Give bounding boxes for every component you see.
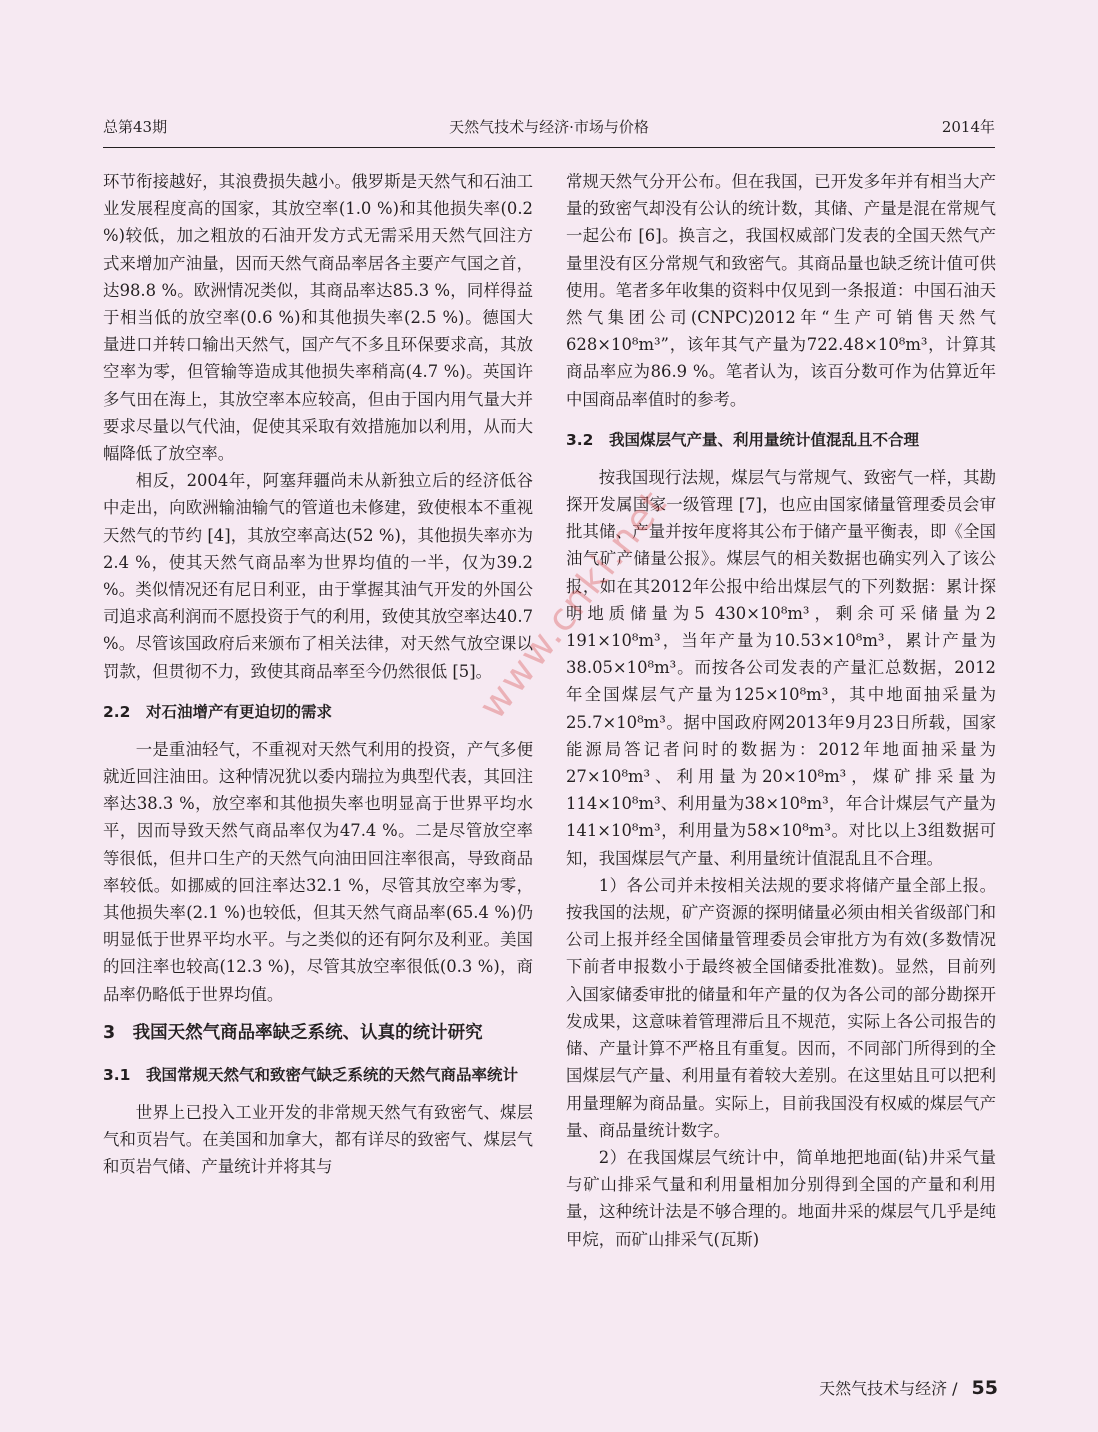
paragraph: 相反，2004年，阿塞拜疆尚未从新独立后的经济低谷中走出，向欧洲输油输气的管道也未修建，致使根本不重视天然气的节约 [4]，其放空率高达(52 %)，其他损失率亦为2.4 %，使其天然气商品率为世界均值的一半，仅为39.2 %。类似情况还有尼日利亚，由于掌握其油气开发的外国公司追求高利润而不愿投资于气的利用，致使其放空率达40.7 %。尽管该国政府后来颁布了相关法律，对天然气放空课以罚款，但贯彻不力，致使其商品率至今仍然很低 [5]。 xyxy=(103,471,533,681)
paragraph: 按我国现行法规，煤层气与常规气、致密气一样，其勘探开发属国家一级管理 [7]，也应由国家储量管理委员会审批其储、产量并按年度将其公布于储产量平衡表，即《全国油气矿产储量公报》。煤层气的相关数据也确实列入了该公报，如在其2012年公报中给出煤层气的下列数据：累计探明地质储量为5 430×10⁸m³，剩余可采储量为2 191×10⁸m³，当年产量为10.53×10⁸m³，累计产量为38.05×10⁸m³。而按各公司发表的产量汇总数据，2012年全国煤层气产量为125×10⁸m³，其中地面抽采量为25.7×10⁸m³。据中国政府网2013年9月23日所载，国家能源局答记者问时的数据为：2012年地面抽采量为27×10⁸m³、利用量为20×10⁸m³，煤矿排采量为114×10⁸m³、利用量为38×10⁸m³，年合计煤层气产量为141×10⁸m³，利用量为58×10⁸m³。对比以上3组数据可知，我国煤层气产量、利用量统计值混乱且不合理。 xyxy=(566,467,996,868)
left-column xyxy=(103,168,533,1181)
footer-journal-name: 天然气技术与经济 / xyxy=(819,1379,958,1398)
issue-number: 总第43期 xyxy=(103,118,168,136)
header-divider xyxy=(103,147,995,148)
section-heading-2-2: 2.2 对石油增产有更迫切的需求 xyxy=(103,702,332,721)
journal-section: 天然气技术与经济·市场与价格 xyxy=(449,118,649,136)
paragraph: 2）在我国煤层气统计中，简单地把地面(钻)井采气量与矿山排采气量和利用量相加分别得到全国的产量和利用量，这种统计法是不够合理的。地面井采的煤层气几乎是纯甲烷，而矿山排采气(瓦斯) xyxy=(566,1147,996,1249)
watermark: www.cnki.net xyxy=(470,481,676,728)
publication-year: 2014年 xyxy=(941,118,995,136)
page-footer xyxy=(819,1376,998,1399)
right-column xyxy=(566,168,996,1253)
page-header xyxy=(103,116,995,140)
section-heading-3: 3 我国天然气商品率缺乏系统、认真的统计研究 xyxy=(103,1022,483,1043)
section-heading-3-2: 3.2 我国煤层气产量、利用量统计值混乱且不合理 xyxy=(566,430,919,449)
section-heading-3-1: 3.1 我国常规天然气和致密气缺乏系统的天然气商品率统计 xyxy=(103,1065,518,1084)
paragraph: 1）各公司并未按相关法规的要求将储产量全部上报。按我国的法规，矿产资源的探明储量必须由相关省级部门和公司上报并经全国储量管理委员会审批方为有效(多数情况下前者申报数小于最终被全国储委批准数)。显然，目前列入国家储委审批的储量和年产量的仅为各公司的部分勘探开发成果，这意味着管理滞后且不规范，实际上各公司报告的储、产量计算不严格且有重复。因而，不同部门所得到的全国煤层气产量、利用量有着较大差别。在这里姑且可以把利用量理解为商品量。实际上，目前我国没有权威的煤层气产量、商品量统计数字。 xyxy=(566,875,996,1140)
paragraph: 环节衔接越好，其浪费损失越小。俄罗斯是天然气和石油工业发展程度高的国家，其放空率(1.0 %)和其他损失率(0.2 %)较低，加之粗放的石油开发方式无需采用天然气回注方式来增加产油量，因而天然气商品率居各主要产气国之首，达98.8 %。欧洲情况类似，其商品率达85.3 %，同样得益于相当低的放空率(0.6 %)和其他损失率(2.5 %)。德国大量进口并转口输出天然气，国产气不多且环保要求高，其放空率为零，但管输等造成其他损失率稍高(4.7 %)。英国许多气田在海上，其放空率本应较高，但由于国内用气量大并要求尽量以气代油，促使其采取有效措施加以利用，从而大幅降低了放空率。 xyxy=(103,172,533,464)
paragraph: 常规天然气分开公布。但在我国，已开发多年并有相当大产量的致密气却没有公认的统计数，其储、产量是混在常规气一起公布 [6]。换言之，我国权威部门发表的全国天然气产量里没有区分常规气和致密气。其商品量也缺乏统计值可供使用。笔者多年收集的资料中仅见到一条报道：中国石油天然气集团公司(CNPC)2012年“生产可销售天然气628×10⁸m³”，该年其气产量为722.48×10⁸m³，计算其商品率应为86.9 %。笔者认为，该百分数可作为估算近年中国商品率值时的参考。 xyxy=(566,172,996,409)
paragraph: 世界上已投入工业开发的非常规天然气有致密气、煤层气和页岩气。在美国和加拿大，都有详尽的致密气、煤层气和页岩气储、产量统计并将其与 xyxy=(103,1102,533,1177)
page-number: 55 xyxy=(971,1377,998,1399)
paragraph: 一是重油轻气，不重视对天然气利用的投资，产气多便就近回注油田。这种情况犹以委内瑞拉为典型代表，其回注率达38.3 %，放空率和其他损失率也明显高于世界平均水平，因而导致天然气商品率仅为47.4 %。二是尽管放空率等很低，但井口生产的天然气向油田回注率很高，导致商品率较低。如挪威的回注率达32.1 %，尽管其放空率为零，其他损失率(2.1 %)也较低，但其天然气商品率(65.4 %)仍明显低于世界平均水平。与之类似的还有阿尔及利亚。美国的回注率也较高(12.3 %)，尽管其放空率很低(0.3 %)，商品率仍略低于世界均值。 xyxy=(103,739,533,1004)
